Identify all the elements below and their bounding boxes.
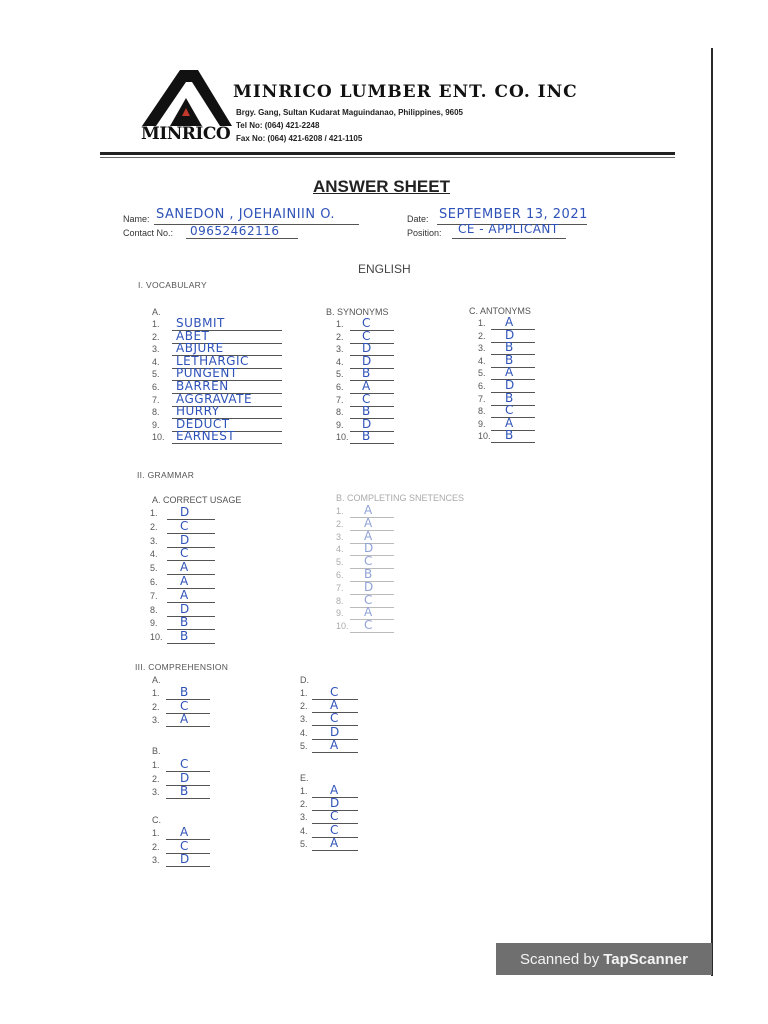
comp-a-answer: A: [180, 712, 189, 726]
comprehension-heading: III. COMPREHENSION: [135, 662, 229, 672]
grammar-correct-usage-answer: B: [180, 615, 189, 630]
vocab-synonyms-number: 8.: [336, 407, 344, 418]
comp-c-number: 2.: [152, 841, 160, 852]
vocab-synonyms-answer: B: [362, 429, 371, 444]
comp-c-number: 3.: [152, 855, 160, 865]
grammar-completing-number: 10.: [336, 621, 349, 632]
comp-e-answer: A: [330, 783, 339, 797]
grammar-correct-usage-number: 8.: [150, 604, 158, 615]
vocabulary-heading: I. VOCABULARY: [138, 280, 207, 290]
comp-e-number: 5.: [300, 838, 308, 849]
grammar-correct-usage-answer: D: [180, 532, 190, 547]
comp-c-blank-line: [166, 866, 210, 867]
vocab-a-answer: BARREN: [176, 379, 229, 393]
grammar-completing-number: 7.: [336, 582, 344, 593]
grammar-correct-usage-answer: A: [180, 574, 189, 588]
vocab-a-number: 10.: [152, 432, 165, 443]
vocab-synonyms-blank-line: [350, 393, 394, 394]
grammar-completing-answer: C: [364, 554, 373, 569]
comp-b-number: 1.: [152, 760, 160, 770]
comp-b-number: 3.: [152, 787, 160, 797]
vocab-synonyms-blank-line: [350, 443, 394, 444]
comp-b-blank-line: [166, 798, 210, 799]
vocab-antonyms-label: C. ANTONYMS: [469, 306, 531, 316]
contact-line: [186, 238, 298, 239]
vocab-a-answer: ABJURE: [176, 341, 224, 356]
comp-c-answer: C: [180, 838, 189, 853]
header-rule-thin: [100, 157, 675, 158]
comp-e-number: 3.: [300, 812, 308, 823]
grammar-correct-usage-number: 4.: [150, 549, 158, 560]
vocab-a-answer: ABET: [176, 328, 210, 343]
company-fax: Fax No: (064) 421-6208 / 421-1105: [236, 134, 363, 143]
position-line: [452, 238, 566, 239]
comp-c-answer: D: [180, 852, 190, 866]
comp-e-blank-line: [312, 850, 358, 851]
comp-a-label: A.: [152, 675, 161, 685]
comp-e-label: E.: [300, 773, 309, 783]
vocab-synonyms-answer: B: [362, 366, 371, 381]
vocab-a-number: 5.: [152, 369, 160, 380]
grammar-heading: II. GRAMMAR: [137, 470, 195, 480]
vocab-synonyms-answer: D: [362, 341, 372, 356]
vocab-antonyms-answer: B: [505, 428, 514, 443]
header-rule: [100, 152, 675, 155]
grammar-completing-number: 4.: [336, 544, 344, 555]
grammar-completing-answer: C: [364, 592, 373, 607]
comp-a-answer: B: [180, 685, 189, 699]
vocab-synonyms-number: 2.: [336, 331, 344, 342]
comp-d-blank-line: [312, 752, 358, 753]
vocab-antonyms-answer: D: [505, 327, 515, 342]
vocab-a-number: 6.: [152, 382, 160, 392]
comp-e-answer: C: [330, 822, 339, 837]
vocab-synonyms-blank-line: [350, 380, 394, 381]
vocab-synonyms-answer: B: [362, 404, 371, 419]
vocab-antonyms-answer: D: [505, 378, 515, 392]
grammar-completing-number: 6.: [336, 570, 344, 580]
vocab-antonyms-number: 6.: [478, 381, 486, 391]
vocab-synonyms-blank-line: [350, 330, 394, 331]
vocab-antonyms-answer: A: [505, 365, 514, 380]
logo-wordmark: MINRICO: [141, 124, 231, 144]
vocab-a-number: 9.: [152, 419, 160, 430]
contact-label: Contact No.:: [123, 228, 174, 238]
grammar-correct-usage-blank-line: [167, 588, 215, 589]
vocab-a-number: 8.: [152, 407, 160, 418]
grammar-correct-usage-blank-line: [167, 629, 215, 630]
comp-d-label: D.: [300, 675, 309, 685]
comp-e-number: 1.: [300, 786, 308, 796]
grammar-completing-answer: A: [364, 515, 373, 530]
grammar-correct-usage-answer: C: [180, 546, 189, 561]
vocab-synonyms-number: 9.: [336, 419, 344, 430]
grammar-completing-answer: C: [364, 618, 373, 633]
vocab-antonyms-number: 3.: [478, 343, 486, 354]
comp-c-answer: A: [180, 825, 189, 839]
comp-e-answer: D: [330, 796, 340, 811]
grammar-correct-usage-number: 7.: [150, 590, 158, 601]
comp-e-answer: A: [330, 835, 339, 850]
company-name: MINRICO LUMBER ENT. CO. INC: [233, 82, 578, 102]
comp-e-number: 2.: [300, 799, 308, 810]
vocab-synonyms-blank-line: [350, 431, 394, 432]
comp-d-answer: C: [330, 685, 339, 699]
comp-e-answer: C: [330, 809, 339, 824]
comp-d-answer: C: [330, 711, 339, 726]
comp-a-number: 1.: [152, 688, 160, 698]
vocab-synonyms-blank-line: [350, 343, 394, 344]
vocab-synonyms-label: B. SYNONYMS: [326, 307, 389, 317]
grammar-correct-usage-blank-line: [167, 602, 215, 603]
grammar-correct-usage-number: 6.: [150, 577, 158, 587]
grammar-correct-usage-answer: C: [180, 518, 189, 533]
vocab-synonyms-number: 3.: [336, 344, 344, 355]
vocab-antonyms-answer: B: [505, 352, 514, 367]
vocab-antonyms-number: 4.: [478, 355, 486, 366]
grammar-completing-number: 2.: [336, 518, 344, 529]
grammar-correct-usage-answer: D: [180, 505, 190, 519]
vocab-antonyms-number: 2.: [478, 330, 486, 341]
comp-d-number: 1.: [300, 688, 308, 698]
vocab-antonyms-answer: B: [505, 340, 514, 355]
grammar-completing-answer: A: [364, 528, 373, 543]
grammar-correct-usage-number: 2.: [150, 521, 158, 532]
grammar-correct-usage-blank-line: [167, 547, 215, 548]
grammar-completing-label: B. COMPLETING SNETENCES: [336, 493, 465, 503]
comp-d-number: 5.: [300, 740, 308, 751]
sheet-title: ANSWER SHEET: [313, 177, 450, 196]
comp-a-answer: C: [180, 698, 189, 713]
vocab-a-answer: PUNGENT: [176, 366, 238, 381]
vocab-antonyms-number: 10.: [478, 431, 491, 442]
grammar-completing-number: 9.: [336, 608, 344, 619]
contact-value: 09652462116: [190, 224, 280, 238]
grammar-correct-usage-number: 5.: [150, 563, 158, 574]
grammar-correct-usage-number: 9.: [150, 618, 158, 629]
vocab-a-number: 7.: [152, 394, 160, 405]
grammar-correct-usage-blank-line: [167, 533, 215, 534]
vocab-synonyms-blank-line: [350, 368, 394, 369]
comp-a-number: 3.: [152, 715, 160, 725]
grammar-correct-usage-answer: A: [180, 560, 189, 575]
vocab-antonyms-number: 1.: [478, 318, 486, 328]
vocab-antonyms-answer: B: [505, 390, 514, 405]
vocab-synonyms-blank-line: [350, 406, 394, 407]
comp-b-label: B.: [152, 746, 161, 756]
vocab-synonyms-answer: C: [362, 328, 371, 343]
comp-d-answer: A: [330, 737, 339, 752]
date-label: Date:: [407, 214, 429, 224]
grammar-completing-answer: D: [364, 541, 374, 556]
comp-c-label: C.: [152, 815, 161, 825]
grammar-completing-answer: B: [364, 567, 373, 581]
grammar-correct-usage-answer: A: [180, 587, 189, 602]
comp-d-number: 2.: [300, 701, 308, 712]
grammar-correct-usage-blank-line: [167, 574, 215, 575]
grammar-correct-usage-blank-line: [167, 643, 215, 644]
vocab-a-number: 1.: [152, 319, 160, 329]
vocab-a-blank-line: [172, 443, 282, 444]
grammar-completing-answer: D: [364, 579, 374, 594]
vocab-a-answer: HURRY: [176, 404, 220, 419]
vocab-a-number: 4.: [152, 356, 160, 367]
company-address: Brgy. Gang, Sultan Kudarat Maguindanao, Philippines, 9605: [236, 108, 463, 117]
grammar-completing-blank-line: [350, 632, 394, 633]
vocab-antonyms-number: 8.: [478, 406, 486, 417]
date-value: SEPTEMBER 13, 2021: [439, 207, 588, 222]
comp-b-answer: B: [180, 784, 189, 798]
vocab-a-answer: DEDUCT: [176, 416, 230, 431]
subject-heading: ENGLISH: [358, 262, 411, 276]
vocab-antonyms-number: 7.: [478, 393, 486, 404]
position-value: CE - APPLICANT: [458, 222, 559, 236]
vocab-antonyms-answer: A: [505, 315, 514, 329]
comp-c-number: 1.: [152, 828, 160, 838]
watermark-prefix: Scanned by: [520, 950, 600, 968]
comp-b-answer: D: [180, 770, 190, 785]
grammar-correct-usage-number: 10.: [150, 632, 163, 643]
vocab-synonyms-blank-line: [350, 418, 394, 419]
grammar-correct-usage-label: A. CORRECT USAGE: [152, 495, 242, 505]
vocab-synonyms-answer: C: [362, 391, 371, 406]
name-label: Name:: [123, 214, 150, 224]
page-edge-line: [711, 48, 713, 976]
comp-a-blank-line: [166, 726, 210, 727]
grammar-completing-number: 1.: [336, 506, 344, 516]
grammar-correct-usage-blank-line: [167, 519, 215, 520]
vocab-synonyms-answer: D: [362, 353, 372, 368]
name-value: SANEDON , JOEHAINIIN O.: [156, 207, 336, 222]
vocab-a-answer: EARNEST: [176, 429, 236, 444]
vocab-antonyms-number: 9.: [478, 418, 486, 429]
grammar-completing-number: 8.: [336, 595, 344, 606]
vocab-antonyms-answer: C: [505, 403, 514, 418]
vocab-a-number: 3.: [152, 344, 160, 355]
vocab-antonyms-blank-line: [491, 442, 535, 443]
comp-b-answer: C: [180, 757, 189, 771]
comp-a-number: 2.: [152, 701, 160, 712]
position-label: Position:: [407, 228, 442, 238]
grammar-completing-number: 5.: [336, 557, 344, 568]
vocab-synonyms-answer: D: [362, 416, 372, 431]
vocab-synonyms-number: 5.: [336, 369, 344, 380]
comp-d-number: 3.: [300, 714, 308, 725]
vocab-a-label: A.: [152, 307, 161, 317]
vocab-synonyms-blank-line: [350, 355, 394, 356]
grammar-correct-usage-number: 3.: [150, 535, 158, 546]
vocab-a-number: 2.: [152, 331, 160, 342]
vocab-antonyms-answer: A: [505, 415, 514, 430]
company-tel: Tel No: (064) 421-2248: [236, 121, 320, 130]
grammar-correct-usage-number: 1.: [150, 508, 158, 518]
vocab-synonyms-number: 10.: [336, 432, 349, 443]
grammar-completing-number: 3.: [336, 531, 344, 542]
comp-b-number: 2.: [152, 773, 160, 784]
vocab-synonyms-answer: A: [362, 379, 371, 393]
vocab-synonyms-answer: C: [362, 316, 371, 330]
comp-d-number: 4.: [300, 727, 308, 738]
vocab-synonyms-number: 4.: [336, 356, 344, 367]
watermark-brand: TapScanner: [603, 950, 688, 968]
grammar-completing-answer: A: [364, 503, 373, 517]
vocab-synonyms-number: 1.: [336, 319, 344, 329]
comp-d-answer: D: [330, 724, 340, 739]
vocab-a-answer: AGGRAVATE: [176, 391, 253, 406]
grammar-correct-usage-answer: D: [180, 601, 190, 616]
grammar-correct-usage-answer: B: [180, 629, 189, 644]
comp-e-number: 4.: [300, 825, 308, 836]
grammar-completing-answer: A: [364, 605, 373, 620]
vocab-antonyms-number: 5.: [478, 368, 486, 379]
vocab-synonyms-number: 7.: [336, 394, 344, 405]
vocab-a-answer: SUBMIT: [176, 316, 225, 330]
comp-d-answer: A: [330, 698, 339, 713]
vocab-synonyms-number: 6.: [336, 382, 344, 392]
grammar-correct-usage-blank-line: [167, 616, 215, 617]
vocab-a-answer: LETHARGIC: [176, 353, 249, 368]
scanner-watermark: [496, 943, 712, 975]
grammar-correct-usage-blank-line: [167, 560, 215, 561]
